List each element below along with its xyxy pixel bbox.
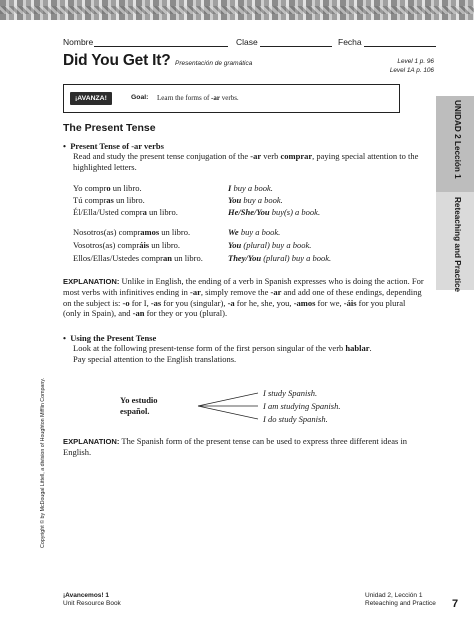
page-number: 7 (452, 598, 459, 610)
diagram-connector (196, 390, 264, 422)
page-subtitle: Presentación de gramática (175, 60, 253, 67)
diagram-spanish: Yo estudio español. (120, 395, 158, 416)
conjugation-row: Tú compras un libro. (73, 195, 145, 205)
side-tab-unit: UNIDAD 2 Lección 1 (453, 100, 462, 179)
conjugation-translation: They/You (plural) buy a book. (228, 253, 332, 263)
conjugation-row: Él/Ella/Usted compra un libro. (73, 207, 178, 217)
page-title: Did You Get It? (63, 52, 171, 69)
conjugation-translation: I buy a book. (228, 183, 273, 193)
translation-2: I am studying Spanish. (263, 401, 341, 411)
section-heading: The Present Tense (63, 122, 156, 134)
bullet-text: Look at the following present-tense form of the first person singular of the verb hablar. Pay special attention to the English translations. (73, 343, 372, 364)
side-tab-section: Reteaching and Practice (453, 197, 462, 293)
avanza-badge: ¡AVANZA! (70, 92, 112, 105)
bullet-title: • Using the Present Tense (63, 333, 157, 343)
footer-unit: Unidad 2, Lección 1 (365, 592, 423, 599)
translation-3: I do study Spanish. (263, 414, 328, 424)
explanation-present-tense: EXPLANATION: The Spanish form of the present tense can be used to express three different ideas in English. (63, 436, 408, 458)
goal-box (63, 84, 400, 113)
level-reference-1a: Level 1A p. 106 (389, 67, 434, 74)
explanation-ending: EXPLANATION: Unlike in English, the ending of a verb in Spanish expresses who is doing the action. For most verbs with infinitives ending in -ar, simply remove the -ar and add one of these endings, depending on the subject is: -o for I, -as for you (singular), -a for he, she, you, -amos for we, -áis for you plural (only in Spain), and -an for they or you (plural). (63, 276, 424, 319)
goal-text: Learn the forms of -ar verbs. (157, 94, 239, 102)
name-field[interactable] (94, 46, 228, 47)
name-label: Nombre (63, 37, 94, 47)
bullet-present-tense (63, 141, 423, 172)
footer-book-sub: Unit Resource Book (63, 600, 121, 607)
bullet-title: • Present Tense of -ar verbs (63, 141, 164, 151)
goal-label: Goal: (131, 94, 149, 101)
conjugation-row: Yo compro un libro. (73, 183, 142, 193)
copyright-notice: Copyright © by McDougal Littell, a division of Houghton Mifflin Company. (40, 377, 46, 548)
footer-book-title: ¡Avancemos! 1 (63, 592, 109, 599)
decorative-top-pattern (0, 6, 474, 14)
conjugation-row: Ellos/Ellas/Ustedes compran un libro. (73, 253, 203, 263)
conjugation-translation: He/She/You buy(s) a book. (228, 207, 321, 217)
conjugation-translation: You buy a book. (228, 195, 283, 205)
bullet-using-present (63, 333, 423, 364)
conjugation-row: Vosotros(as) compráis un libro. (73, 240, 181, 250)
footer-section: Reteaching and Practice (365, 600, 436, 607)
date-field[interactable] (364, 46, 436, 47)
date-label: Fecha (338, 37, 362, 47)
bullet-text: Read and study the present tense conjugation of the -ar verb comprar, paying special attention to the highlighted letters. (73, 151, 419, 172)
conjugation-translation: You (plural) buy a book. (228, 240, 312, 250)
conjugation-row: Nosotros(as) compramos un libro. (73, 227, 191, 237)
class-label: Clase (236, 37, 258, 47)
class-field[interactable] (260, 46, 332, 47)
translation-1: I study Spanish. (263, 388, 318, 398)
level-reference-1: Level 1 p. 96 (397, 58, 434, 65)
conjugation-translation: We buy a book. (228, 227, 281, 237)
